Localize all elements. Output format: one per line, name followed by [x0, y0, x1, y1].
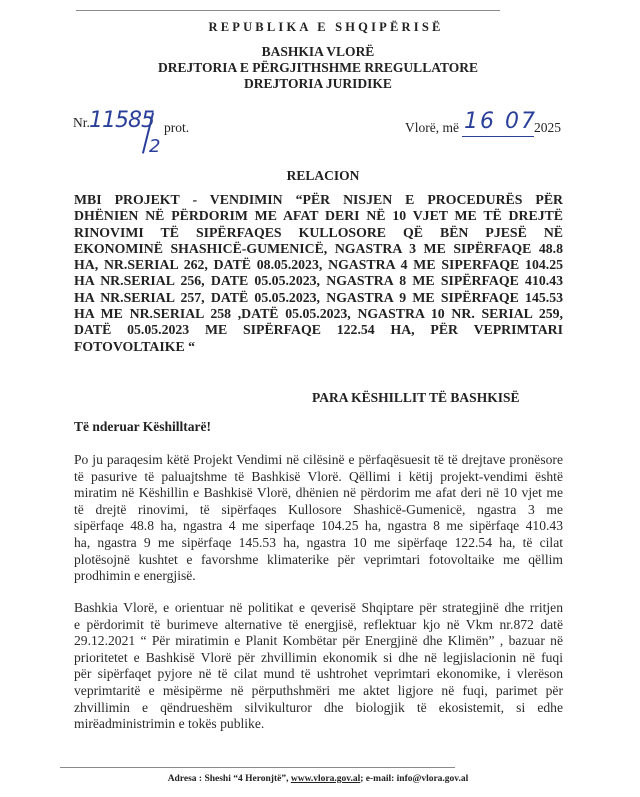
subject-line: DHËNIEN NË PËRDORIM ME AFAT DERI NË 10 VJET ME TË DREJTË [74, 208, 563, 224]
subject-block [74, 192, 563, 355]
paragraph-line: për sipërfaqet pyjore në të cilat mund të ushtrohet veprimtari ekonomike, i vlerëson [74, 666, 563, 682]
date-handwritten: 16 07 [464, 109, 537, 134]
municipality-heading: BASHKIA VLORË [261, 44, 375, 59]
greeting: Të nderuar Këshilltarë! [74, 419, 211, 434]
footer-rule [60, 767, 455, 768]
addressee-heading: PARA KËSHILLIT TË BASHKISË [312, 390, 520, 405]
subject-line: HA, NR.SERIAL 262, DATË 08.05.2023, NGASTRA 4 ME SIPERFAQE 104.25 [74, 257, 563, 273]
date-underline [462, 136, 534, 137]
body-paragraph-2 [74, 600, 563, 733]
paragraph-line: mirëadministrimin e tokës publike. [74, 716, 265, 732]
paragraph-line: Bashkia Vlorë, e orientuar në politikat e qeverisë Shqiptare për strategjinë dhe rritjen [74, 600, 563, 615]
subject-line: HA ME NR.SERIAL 258 ,DATË 05.05.2023, NGASTRA 10 NR. SERIAL 259, [74, 306, 563, 322]
paragraph-line: miratim në Këshillin e Bashkisë Vlorë, dhënien në përdorim me afat deri në 10 vjet me [74, 485, 563, 501]
paragraph-line: Po ju paraqesim këtë Projekt Vendimi në cilësinë e përfaqësuesit të të drejtave pronësore [74, 452, 563, 467]
paragraph-line: veprimtaritë e mësipërme në përputhshmëri me aktet ligjore në fuqi, parimet për [74, 682, 563, 698]
subject-line: FOTOVOLTAIKE “ [74, 338, 195, 354]
paragraph-line: 29.12.2021 “ Për miratimin e Planit Kombëtar për Energjinë dhe Klimën” , bazuar në [74, 633, 563, 649]
footer-address: Adresa : Sheshi “4 Heronjtë”, [167, 774, 291, 784]
paragraph-line: prioritetet e Bashkisë Vlorë për zhvillimin ekonomik si dhe në legjislacionin në fuqi [74, 649, 563, 665]
footer-website-link[interactable]: www.vlora.gov.al [290, 774, 361, 784]
nr-fraction-handwritten: 2 [149, 136, 161, 157]
place-label: Vlorë, më [405, 120, 459, 135]
paragraph-line: të drejtë rinovimi, të sipërfaqes Kullosore Shashicë-Gumenicë, ngastra 3 me [74, 501, 563, 517]
paragraph-line: ha, ngastra 9 me sipërfaqe 145.53 ha, ngastra 10 me sipërfaqe 122.54 ha, të cilat [74, 534, 563, 550]
subject-line: DATË 05.05.2023 ME SIPËRFAQE 122.54 HA, PËR VEPRIMTARI [74, 322, 563, 338]
paragraph-line: zhvillimin e qëndrueshëm silvikulturor dhe biologjik të ekosistemit, si edhe [74, 699, 563, 715]
prot-label: prot. [164, 120, 190, 135]
footer-email: ; e-mail: info@vlora.gov.al [360, 774, 469, 784]
directorate-general-heading: DREJTORIA E PËRGJITHSHME RREGULLATORE [158, 60, 478, 75]
paragraph-line: plotësojnë kushtet e favorshme klimaterike për veprimtari fotovoltaike me qëllim [74, 551, 563, 567]
paragraph-line: e përdorimit të burimeve alternative të energjisë, reflektuar kjo në Vkm nr.872 datë [74, 616, 563, 632]
subject-line: MBI PROJEKT - VENDIMIN “PËR NISJEN E PROCEDURËS PËR [74, 192, 563, 207]
date-year: 2025 [534, 120, 561, 135]
nr-label: Nr. [73, 115, 90, 130]
subject-line: HA NR.SERIAL 257, DATË 05.05.2023, NGASTRA 9 ME SIPËRFAQE 145.53 [74, 289, 563, 305]
body-paragraph-1 [74, 452, 563, 585]
header-top-rule [76, 10, 500, 11]
paragraph-line: prodhimin e energjisë. [74, 568, 196, 584]
paragraph-line: të pasurive të paluajtshme të Bashkisë Vlorë. Qëllimi i këtij projekt-vendimi është [74, 468, 563, 484]
footer-contact [0, 774, 638, 784]
subject-line: EKONOMINË SHASHICË-GUMENICË, NGASTRA 3 ME SIPËRFAQE 48.8 [74, 240, 563, 256]
subject-line: RINOVIMI TË SIPËRFAQES KULLOSORE QË BËN PJESË NË [74, 224, 563, 240]
directorate-heading: DREJTORIA JURIDIKE [244, 76, 392, 91]
document-title: RELACION [286, 168, 360, 183]
nr-handwritten: 11585 [89, 108, 154, 133]
paragraph-line: sipërfaqe 48.8 ha, ngastra 4 me siperfaqe 104.25 ha, ngastra 8 me sipërfaqe 410.43 [74, 518, 563, 534]
republic-heading: REPUBLIKA E SHQIPËRISË [208, 20, 444, 34]
subject-line: HA NR.SERIAL 256, DATE 05.05.2023, NGASTRA 8 ME SIPËRFAQE 410.43 [74, 273, 563, 289]
